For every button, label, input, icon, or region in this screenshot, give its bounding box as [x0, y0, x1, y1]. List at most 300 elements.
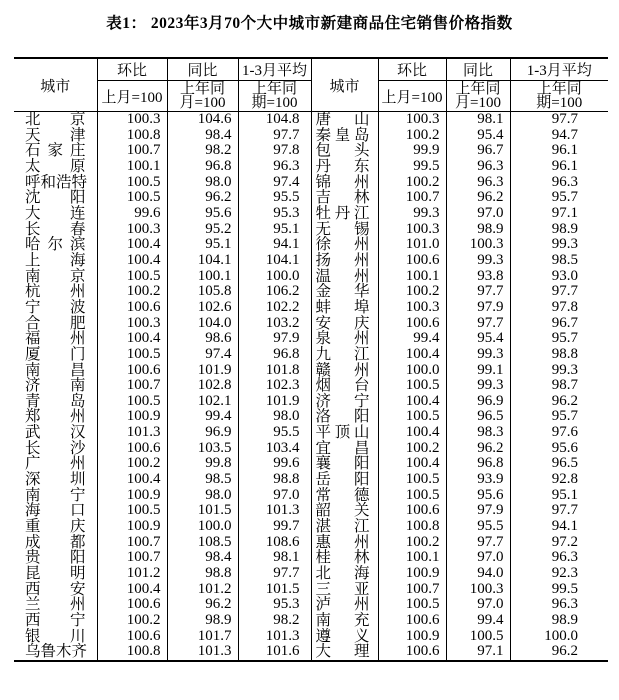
yoy-index-value: 98.0: [167, 488, 238, 504]
yoy-index-value: 95.4: [446, 331, 510, 347]
city-name: 福州: [25, 330, 86, 348]
mom-index-value: 101.3: [97, 425, 167, 441]
subheader-mom-base-right: 上月=100: [378, 81, 446, 112]
mom-index-value: 100.3: [378, 222, 446, 238]
avg-index-value: 98.8: [238, 472, 311, 488]
city-name: 锦州: [315, 173, 370, 191]
table-row: [14, 409, 608, 425]
city-name: 包头: [315, 142, 370, 160]
yoy-index-value: 100.1: [167, 269, 238, 285]
yoy-index-value: 95.6: [167, 206, 238, 222]
yoy-index-value: 102.8: [167, 378, 238, 394]
yoy-index-value: 96.5: [446, 409, 510, 425]
city-name: 丹东: [315, 157, 370, 175]
avg-index-value: 95.7: [551, 408, 578, 425]
mom-index-value: 100.8: [97, 644, 167, 661]
table-row: [14, 456, 608, 472]
city-cell: [14, 284, 97, 300]
yoy-index-value: 95.6: [446, 488, 510, 504]
city-cell: [311, 456, 378, 472]
table-row: [14, 425, 608, 441]
avg-index-value: 95.7: [551, 189, 578, 206]
city-cell: [14, 347, 97, 363]
mom-index-value: 100.9: [97, 409, 167, 425]
avg-index-value: 104.1: [238, 253, 311, 269]
city-cell: [311, 425, 378, 441]
mom-index-value: 100.1: [378, 550, 446, 566]
city-name: 深圳: [25, 471, 86, 489]
yoy-index-value: 101.7: [167, 629, 238, 645]
table-row: [14, 284, 608, 300]
avg-index-value: 95.7: [551, 330, 578, 347]
mom-index-value: 100.6: [97, 363, 167, 379]
mom-index-value: 100.4: [378, 394, 446, 410]
city-cell: [14, 629, 97, 645]
city-name: 南充: [315, 612, 370, 629]
mom-index-value: 99.6: [97, 206, 167, 222]
column-header-avg-left: 1-3月平均: [238, 58, 311, 81]
avg-index-value: 101.5: [238, 582, 311, 598]
city-name: 武汉: [25, 424, 86, 442]
city-name: 厦门: [25, 345, 86, 363]
city-name: 昆明: [25, 565, 86, 583]
subheader-avg-base-left: 上年同 期=100: [238, 81, 311, 112]
yoy-index-value: 97.1: [446, 644, 510, 661]
avg-index-value: 98.0: [238, 409, 311, 425]
city-cell: [311, 363, 378, 379]
yoy-index-value: 99.4: [167, 409, 238, 425]
mom-index-value: 100.5: [378, 488, 446, 504]
yoy-index-value: 97.9: [446, 300, 510, 316]
mom-index-value: 100.4: [97, 237, 167, 253]
mom-index-value: 100.2: [97, 613, 167, 629]
yoy-index-value: 96.2: [446, 441, 510, 457]
yoy-index-value: 104.6: [167, 112, 238, 128]
avg-index-value: 98.1: [238, 550, 311, 566]
mom-index-value: 100.6: [378, 316, 446, 332]
city-name: 上海: [25, 251, 86, 269]
city-name: 天津: [25, 126, 86, 144]
city-name: 重庆: [25, 518, 86, 536]
city-name: 常德: [315, 486, 370, 504]
yoy-index-value: 95.1: [167, 237, 238, 253]
city-cell: [311, 269, 378, 285]
yoy-index-value: 98.6: [167, 331, 238, 347]
city-cell: [14, 550, 97, 566]
city-name: 济南: [25, 377, 86, 395]
yoy-index-value: 96.9: [167, 425, 238, 441]
yoy-index-value: 100.0: [167, 519, 238, 535]
mom-index-value: 100.6: [378, 503, 446, 519]
city-name: 南京: [25, 267, 86, 285]
mom-index-value: 100.7: [97, 550, 167, 566]
yoy-index-value: 100.5: [446, 629, 510, 645]
mom-index-value: 100.6: [378, 613, 446, 629]
avg-index-value: 97.6: [551, 424, 578, 441]
table-row: [14, 269, 608, 285]
table-row: [14, 488, 608, 504]
yoy-index-value: 98.5: [167, 472, 238, 488]
avg-index-value: 108.6: [238, 535, 311, 551]
city-name: 石家庄: [25, 142, 86, 160]
table-row: [14, 597, 608, 613]
city-cell: [14, 269, 97, 285]
city-cell: [311, 112, 378, 128]
avg-index-value: 96.2: [551, 643, 578, 660]
city-cell: [311, 175, 378, 191]
mom-index-value: 100.0: [378, 363, 446, 379]
avg-index-value: 97.7: [238, 128, 311, 144]
mom-index-value: 100.6: [97, 629, 167, 645]
city-cell: [14, 363, 97, 379]
avg-index-value: 94.1: [551, 518, 578, 535]
city-name: 青岛: [25, 392, 86, 410]
yoy-index-value: 98.9: [167, 613, 238, 629]
yoy-index-value: 99.1: [446, 363, 510, 379]
yoy-index-value: 98.1: [446, 112, 510, 128]
mom-index-value: 100.6: [378, 253, 446, 269]
city-name: 岳阳: [315, 471, 370, 489]
mom-index-value: 100.5: [97, 394, 167, 410]
mom-index-value: 100.5: [378, 472, 446, 488]
avg-index-value: 99.3: [551, 361, 578, 378]
city-name: 合肥: [25, 314, 86, 332]
city-name: 呼和浩特: [25, 173, 88, 191]
mom-index-value: 100.4: [97, 253, 167, 269]
avg-index-value: 101.3: [238, 503, 311, 519]
table-row: [14, 143, 608, 159]
table-row: [14, 237, 608, 253]
avg-index-value: 95.3: [238, 206, 311, 222]
avg-index-value: 100.0: [238, 269, 311, 285]
mom-index-value: 100.4: [378, 425, 446, 441]
city-name: 哈尔滨: [25, 236, 86, 254]
yoy-index-value: 98.3: [446, 425, 510, 441]
yoy-index-value: 99.4: [446, 613, 510, 629]
avg-index-value: 97.7: [551, 111, 578, 127]
avg-index-value: 96.8: [238, 347, 311, 363]
table-row: [14, 535, 608, 551]
yoy-index-value: 98.2: [167, 143, 238, 159]
yoy-index-value: 98.9: [446, 222, 510, 238]
city-cell: [311, 613, 378, 629]
yoy-index-value: 96.7: [446, 143, 510, 159]
yoy-index-value: 96.2: [167, 190, 238, 206]
mom-index-value: 100.2: [97, 456, 167, 472]
mom-index-value: 100.7: [97, 535, 167, 551]
mom-index-value: 100.4: [97, 582, 167, 598]
yoy-index-value: 102.1: [167, 394, 238, 410]
yoy-index-value: 99.3: [446, 253, 510, 269]
avg-index-value: 94.7: [551, 126, 578, 143]
city-name: 海口: [25, 502, 86, 520]
city-cell: [14, 378, 97, 394]
table-row: [14, 566, 608, 582]
avg-index-value: 96.3: [551, 596, 578, 613]
table-row: [14, 550, 608, 566]
mom-index-value: 99.4: [378, 331, 446, 347]
table-row: [14, 441, 608, 457]
mom-index-value: 100.5: [97, 190, 167, 206]
mom-index-value: 100.8: [97, 128, 167, 144]
city-cell: [311, 550, 378, 566]
subheader-yoy-base-right: 上年同 月=100: [446, 81, 510, 112]
city-cell: [311, 582, 378, 598]
city-name: 南昌: [25, 361, 86, 379]
yoy-index-value: 97.0: [446, 597, 510, 613]
city-name: 烟台: [315, 377, 370, 395]
yoy-index-value: 99.3: [446, 347, 510, 363]
avg-index-value: 102.3: [238, 378, 311, 394]
city-cell: [14, 112, 97, 128]
mom-index-value: 100.7: [97, 143, 167, 159]
mom-index-value: 100.7: [97, 378, 167, 394]
yoy-index-value: 101.3: [167, 644, 238, 661]
mom-index-value: 101.0: [378, 237, 446, 253]
city-cell: [311, 347, 378, 363]
mom-index-value: 100.9: [97, 519, 167, 535]
city-name: 长春: [25, 220, 86, 238]
yoy-index-value: 98.4: [167, 128, 238, 144]
table-row: [14, 347, 608, 363]
city-name: 襄阳: [315, 455, 370, 473]
avg-index-value: 99.6: [238, 456, 311, 472]
table-row: [14, 378, 608, 394]
avg-index-value: 99.3: [551, 236, 578, 253]
yoy-index-value: 97.7: [446, 284, 510, 300]
table-body: [14, 112, 608, 661]
mom-index-value: 100.4: [378, 456, 446, 472]
table-row: [14, 519, 608, 535]
table-row: [14, 316, 608, 332]
avg-index-value: 96.5: [551, 455, 578, 472]
avg-index-value: 97.7: [551, 502, 578, 519]
avg-index-value: 96.3: [551, 549, 578, 566]
city-name: 桂林: [315, 549, 370, 567]
city-name: 郑州: [25, 408, 86, 426]
mom-index-value: 100.3: [97, 316, 167, 332]
yoy-index-value: 93.8: [446, 269, 510, 285]
mom-index-value: 100.6: [97, 441, 167, 457]
avg-index-value: 95.5: [238, 425, 311, 441]
city-name: 秦皇岛: [315, 126, 370, 144]
city-name: 北京: [25, 111, 86, 128]
yoy-index-value: 96.9: [446, 394, 510, 410]
yoy-index-value: 101.2: [167, 582, 238, 598]
table-row: [14, 629, 608, 645]
avg-index-value: 98.7: [551, 377, 578, 394]
city-cell: [14, 472, 97, 488]
city-cell: [14, 613, 97, 629]
mom-index-value: 100.4: [97, 331, 167, 347]
city-name: 徐州: [315, 236, 370, 254]
table-row: [14, 363, 608, 379]
mom-index-value: 99.9: [378, 143, 446, 159]
avg-index-value: 97.8: [551, 298, 578, 315]
avg-index-value: 95.6: [551, 439, 578, 456]
table-row: [14, 190, 608, 206]
city-name: 泸州: [315, 596, 370, 614]
avg-index-value: 95.1: [551, 486, 578, 503]
avg-index-value: 95.1: [238, 222, 311, 238]
mom-index-value: 100.2: [378, 175, 446, 191]
mom-index-value: 100.6: [378, 644, 446, 661]
avg-index-value: 97.2: [551, 533, 578, 550]
subheader-mom-base-left: 上月=100: [97, 81, 167, 112]
city-cell: [311, 472, 378, 488]
city-name: 西宁: [25, 612, 86, 629]
yoy-index-value: 97.0: [446, 550, 510, 566]
mom-index-value: 100.2: [97, 284, 167, 300]
yoy-index-value: 97.9: [446, 503, 510, 519]
mom-index-value: 100.5: [97, 269, 167, 285]
mom-index-value: 100.4: [97, 472, 167, 488]
yoy-index-value: 98.8: [167, 566, 238, 582]
table-row: [14, 128, 608, 144]
city-cell: [14, 175, 97, 191]
avg-index-value: 97.1: [551, 204, 578, 221]
table-row: [14, 582, 608, 598]
yoy-index-value: 96.3: [446, 159, 510, 175]
city-name: 蚌埠: [315, 298, 370, 316]
avg-index-value: 97.4: [238, 175, 311, 191]
city-cell: [14, 206, 97, 222]
city-name: 唐山: [315, 111, 370, 128]
avg-index-value: 106.2: [238, 284, 311, 300]
city-name: 遵义: [315, 627, 370, 645]
city-cell: [311, 503, 378, 519]
city-cell: [14, 582, 97, 598]
price-index-table: [14, 57, 608, 662]
mom-index-value: 100.4: [378, 347, 446, 363]
yoy-index-value: 95.5: [446, 519, 510, 535]
avg-index-value: 92.8: [551, 471, 578, 488]
city-cell: [311, 128, 378, 144]
avg-index-value: 101.9: [238, 394, 311, 410]
header-row-top: [14, 58, 608, 81]
avg-index-value: 95.5: [238, 190, 311, 206]
city-cell: [311, 316, 378, 332]
city-cell: [14, 566, 97, 582]
city-cell: [311, 143, 378, 159]
mom-index-value: 100.9: [378, 629, 446, 645]
city-cell: [14, 237, 97, 253]
yoy-index-value: 97.7: [446, 535, 510, 551]
yoy-index-value: 93.9: [446, 472, 510, 488]
mom-index-value: 100.2: [378, 128, 446, 144]
city-cell: [311, 190, 378, 206]
city-cell: [311, 159, 378, 175]
city-name: 杭州: [25, 283, 86, 301]
city-name: 西安: [25, 580, 86, 598]
mom-index-value: 100.7: [378, 582, 446, 598]
city-cell: [311, 331, 378, 347]
city-cell: [311, 519, 378, 535]
city-name: 三亚: [315, 580, 370, 598]
mom-index-value: 99.5: [378, 159, 446, 175]
mom-index-value: 100.5: [378, 597, 446, 613]
avg-index-value: 99.5: [551, 580, 578, 597]
city-cell: [14, 409, 97, 425]
avg-index-value: 97.9: [238, 331, 311, 347]
city-name: 平顶山: [315, 424, 370, 442]
column-header-mom-left: 环比: [97, 58, 167, 81]
mom-index-value: 100.3: [97, 222, 167, 238]
city-cell: [311, 237, 378, 253]
city-name: 金华: [315, 283, 370, 301]
yoy-index-value: 96.2: [446, 190, 510, 206]
avg-index-value: 98.9: [551, 612, 578, 628]
yoy-index-value: 98.0: [167, 175, 238, 191]
yoy-index-value: 108.5: [167, 535, 238, 551]
column-header-city-left: 城市: [14, 58, 97, 112]
avg-index-value: 98.5: [551, 251, 578, 268]
table-header: [14, 58, 608, 112]
city-cell: [14, 316, 97, 332]
avg-index-value: 98.9: [551, 220, 578, 237]
city-name: 吉林: [315, 189, 370, 207]
city-cell: [14, 190, 97, 206]
city-name: 惠州: [315, 533, 370, 551]
subheader-yoy-base-left: 上年同 月=100: [167, 81, 238, 112]
city-name: 温州: [315, 267, 370, 285]
city-cell: [311, 253, 378, 269]
city-cell: [14, 597, 97, 613]
city-name: 广州: [25, 455, 86, 473]
city-name: 银川: [25, 627, 86, 645]
city-cell: [311, 629, 378, 645]
mom-index-value: 100.7: [378, 190, 446, 206]
avg-index-value: 101.8: [238, 363, 311, 379]
mom-index-value: 100.9: [378, 566, 446, 582]
city-name: 贵阳: [25, 549, 86, 567]
avg-index-value: 102.2: [238, 300, 311, 316]
avg-index-value: 99.7: [238, 519, 311, 535]
yoy-index-value: 101.5: [167, 503, 238, 519]
avg-index-value: 100.0: [544, 627, 578, 644]
city-cell: [311, 644, 378, 661]
city-name: 安庆: [315, 314, 370, 332]
table-row: [14, 613, 608, 629]
column-header-yoy-right: 同比: [446, 58, 510, 81]
city-cell: [14, 143, 97, 159]
city-name: 赣州: [315, 361, 370, 379]
city-cell: [14, 222, 97, 238]
avg-index-value: 93.0: [551, 267, 578, 284]
city-name: 湛江: [315, 518, 370, 536]
avg-index-value: 98.8: [551, 345, 578, 362]
yoy-index-value: 95.4: [446, 128, 510, 144]
yoy-index-value: 97.0: [446, 206, 510, 222]
table-row: [14, 112, 608, 128]
mom-index-value: 100.5: [97, 175, 167, 191]
yoy-index-value: 98.4: [167, 550, 238, 566]
city-name: 北海: [315, 565, 370, 583]
table-row: [14, 159, 608, 175]
city-name: 南宁: [25, 486, 86, 504]
mom-index-value: 100.6: [97, 597, 167, 613]
column-header-avg-right: 1-3月平均: [510, 58, 608, 81]
city-name: 济宁: [315, 392, 370, 410]
table-row: [14, 206, 608, 222]
city-name: 大理: [315, 643, 370, 661]
avg-index-value: 96.2: [551, 392, 578, 409]
city-cell: [14, 519, 97, 535]
column-header-mom-right: 环比: [378, 58, 446, 81]
city-cell: [14, 456, 97, 472]
city-name: 洛阳: [315, 408, 370, 426]
page-title: 表1： 2023年3月70个大中城市新建商品住宅销售价格指数: [106, 15, 513, 32]
